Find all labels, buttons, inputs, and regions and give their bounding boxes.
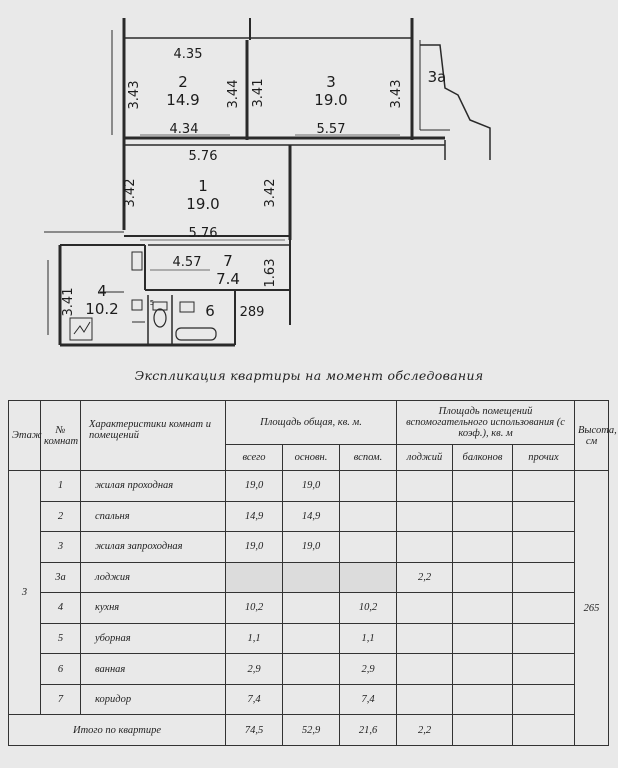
cell-num: 3 (41, 532, 81, 563)
total-main: 52,9 (283, 715, 340, 746)
total-balcony (453, 715, 513, 746)
room-number: 2 (178, 73, 188, 91)
cell-name: жилая запроходная (81, 532, 226, 563)
table-row (9, 501, 609, 532)
room-area: 14.9 (166, 91, 200, 109)
cell-loggia (397, 532, 453, 563)
header-floor: Этаж (9, 401, 41, 471)
header-area-aux: Площадь помещений вспомогательного использования (с коэф.), кв. м (397, 401, 575, 445)
cell-balcony (453, 562, 513, 593)
cell-total: 19,0 (226, 532, 283, 563)
room-number: 1 (198, 177, 208, 195)
cell-main: 19,0 (283, 471, 340, 502)
room-area: 10.2 (85, 300, 119, 318)
dimension-label: 5.76 (188, 149, 218, 164)
cell-other (513, 593, 575, 624)
cell-aux: 7,4 (340, 684, 397, 715)
floor-plan (0, 0, 618, 362)
cell-balcony (453, 623, 513, 654)
stove (70, 318, 92, 340)
dimension-label: 3.43 (389, 79, 404, 109)
stove-mark (74, 322, 90, 334)
cell-total: 14,9 (226, 501, 283, 532)
cell-loggia (397, 654, 453, 685)
cell-main: 14,9 (283, 501, 340, 532)
cell-aux (340, 501, 397, 532)
cell-num: 1 (41, 471, 81, 502)
cell-main (283, 654, 340, 685)
cell-balcony (453, 654, 513, 685)
total-loggia: 2,2 (397, 715, 453, 746)
table-row (9, 532, 609, 563)
cell-balcony (453, 532, 513, 563)
dimension-label: 4.34 (169, 122, 199, 137)
loggia-outline (420, 45, 490, 160)
dimension-label: 3.42 (123, 178, 138, 208)
cell-aux: 1,1 (340, 623, 397, 654)
room-number: 6 (205, 302, 215, 320)
header-room-no: № комнат (41, 401, 81, 471)
header-characteristics: Характеристики комнат и помещений (81, 401, 226, 471)
cell-aux (340, 532, 397, 563)
total-total: 74,5 (226, 715, 283, 746)
cell-num: 2 (41, 501, 81, 532)
table-row (9, 562, 609, 593)
sink (180, 302, 194, 312)
cell-total: 2,9 (226, 654, 283, 685)
cell-num: 3а (41, 562, 81, 593)
cell-other (513, 654, 575, 685)
header-area-total: Площадь общая, кв. м. (226, 401, 397, 445)
height-cell: 265 (575, 471, 609, 746)
toilet (154, 309, 166, 327)
total-other (513, 715, 575, 746)
cell-name: ванная (81, 654, 226, 685)
cell-num: 6 (41, 654, 81, 685)
subheader-total: всего (226, 445, 283, 471)
dimension-label: 5.76 (188, 226, 218, 241)
cell-total: 10,2 (226, 593, 283, 624)
cell-other (513, 471, 575, 502)
bathtub (176, 328, 216, 340)
cell-loggia (397, 593, 453, 624)
dimension-label: 3.44 (226, 79, 241, 109)
cell-aux: 2,9 (340, 654, 397, 685)
room-number: 3 (326, 73, 336, 91)
room-area: 19.0 (314, 91, 348, 109)
cell-other (513, 562, 575, 593)
cell-name: кухня (81, 593, 226, 624)
cell-aux (340, 562, 397, 593)
cell-name: жилая проходная (81, 471, 226, 502)
cell-loggia: 2,2 (397, 562, 453, 593)
floor-cell: 3 (9, 471, 41, 715)
cell-main: 19,0 (283, 532, 340, 563)
fixture (132, 252, 142, 270)
cell-main (283, 593, 340, 624)
cell-aux (340, 471, 397, 502)
cell-other (513, 623, 575, 654)
header-row (9, 401, 609, 445)
cell-balcony (453, 684, 513, 715)
cell-loggia (397, 471, 453, 502)
dimension-label: 289 (239, 305, 265, 320)
table-row (9, 593, 609, 624)
cell-num: 5 (41, 623, 81, 654)
cell-name: лоджия (81, 562, 226, 593)
cell-balcony (453, 593, 513, 624)
cell-total (226, 562, 283, 593)
room-number: 3а (427, 68, 447, 86)
dimension-label: 3.41 (61, 287, 76, 317)
room-number: 7 (223, 252, 233, 270)
cell-name: коридор (81, 684, 226, 715)
table-row (9, 623, 609, 654)
header-height: Высота, см (575, 401, 609, 471)
cell-num: 4 (41, 593, 81, 624)
table-row (9, 654, 609, 685)
room-number: 5 (149, 299, 155, 307)
room-area: 19.0 (186, 195, 220, 213)
total-aux: 21,6 (340, 715, 397, 746)
cell-main (283, 562, 340, 593)
cell-name: спальня (81, 501, 226, 532)
subheader-main: основн. (283, 445, 340, 471)
cell-main (283, 684, 340, 715)
cell-loggia (397, 501, 453, 532)
subheader-aux: вспом. (340, 445, 397, 471)
cell-name: уборная (81, 623, 226, 654)
dimension-label: 4.35 (173, 47, 203, 62)
subheader-balcony: балконов (453, 445, 513, 471)
dimension-label: 1.63 (263, 258, 278, 288)
room-number: 4 (97, 282, 107, 300)
cell-aux: 10,2 (340, 593, 397, 624)
dimension-label: 5.57 (316, 122, 346, 137)
fixture (132, 300, 142, 310)
table-row (9, 684, 609, 715)
dimension-label: 3.42 (263, 178, 278, 208)
room-area: 7.4 (216, 270, 240, 288)
explication-caption: Экспликация квартиры на момент обследования (134, 368, 484, 383)
total-label: Итого по квартире (9, 715, 226, 746)
cell-balcony (453, 501, 513, 532)
cell-loggia (397, 623, 453, 654)
dimension-label: 3.41 (251, 78, 266, 108)
cell-balcony (453, 471, 513, 502)
cell-main (283, 623, 340, 654)
cell-num: 7 (41, 684, 81, 715)
subheader-other: прочих (513, 445, 575, 471)
subheader-loggia: лоджий (397, 445, 453, 471)
total-row (9, 715, 609, 746)
dimension-label: 4.57 (172, 255, 202, 270)
cell-other (513, 684, 575, 715)
cell-other (513, 532, 575, 563)
explication-table (8, 400, 617, 746)
cell-total: 7,4 (226, 684, 283, 715)
cell-total: 19,0 (226, 471, 283, 502)
cell-other (513, 501, 575, 532)
table-row (9, 471, 609, 502)
cell-loggia (397, 684, 453, 715)
cell-total: 1,1 (226, 623, 283, 654)
dimension-label: 3.43 (127, 80, 142, 110)
